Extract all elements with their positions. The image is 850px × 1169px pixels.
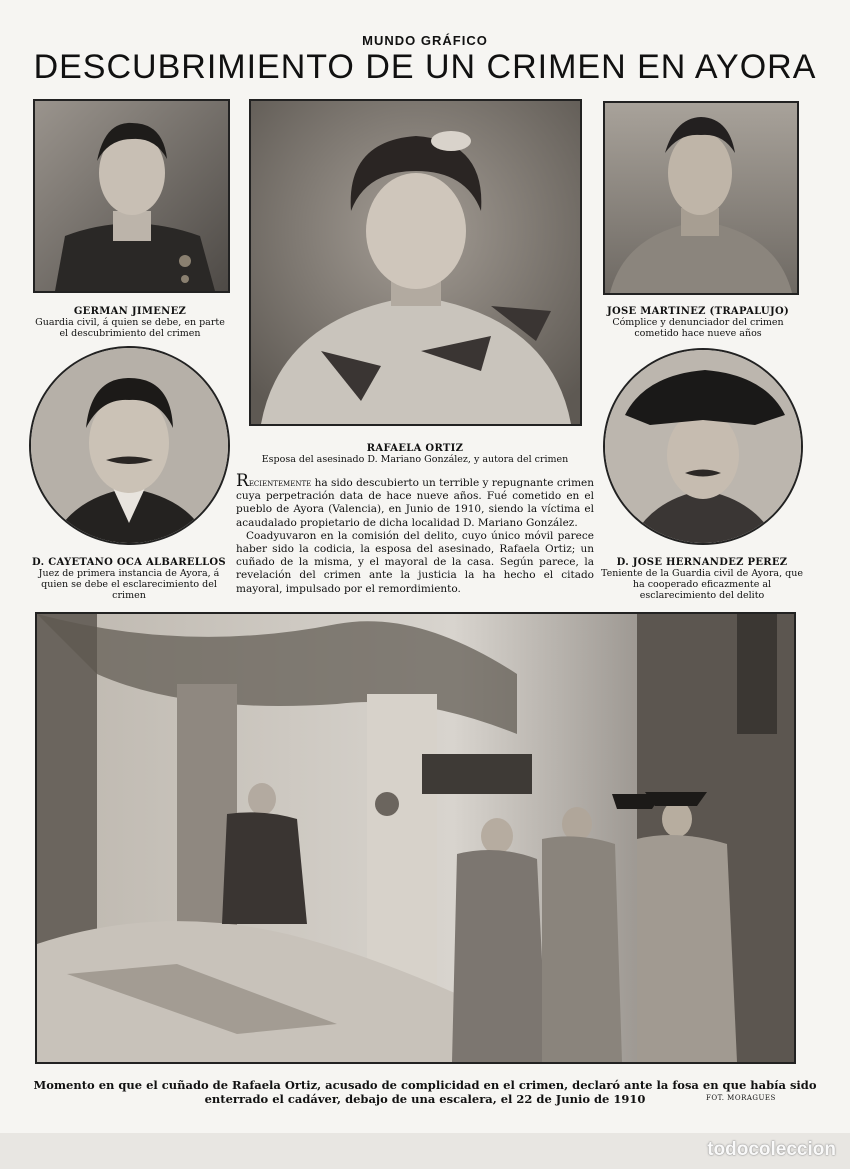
paragraph-text: ha sido descubierto un terrible y repugnante crimen cuya perpetración data de hace nueve años. Fué cometido en el pueblo de Ayora (Valencia), en Junio de 1910, siendo la víctima el acaudalado propietario de dicha localidad D. Mariano González. (236, 477, 595, 529)
masthead: MUNDO GRÁFICO (362, 33, 488, 48)
headline: DESCUBRIMIENTO DE UN CRIMEN EN AYORA (33, 48, 817, 86)
photo-jose-hernandez (603, 348, 803, 545)
caption-name: D. CAYETANO OCA ALBARELLOS (32, 557, 226, 568)
caption-desc: Juez de primera instancia de Ayora, á quien se debe el esclarecimiento del crimen (38, 568, 220, 601)
caption-jose-hernandez (596, 557, 808, 601)
caption-german-jimenez (30, 306, 230, 339)
photo-rafaela-ortiz (249, 99, 582, 426)
caption-cayetano-oca (24, 557, 234, 601)
photo-german-jimenez (33, 99, 230, 293)
photo-jose-martinez (603, 101, 799, 295)
article-paragraph: Coadyuvaron en la comisión del delito, cuyo único móvil parece haber sido la codicia, la esposa del asesinado, Rafaela Ortiz; un cuñado de la misma, y el mayoral de la casa. Según parece, la revelación del crimen ante la justicia la ha hecho el citado mayoral, impulsado por el remordimiento. (236, 529, 594, 595)
article-body (236, 471, 595, 596)
caption-name: GERMAN JIMENEZ (73, 306, 187, 317)
caption-name: JOSE MARTINEZ (TRAPALUJO) (606, 306, 790, 317)
caption-name: D. JOSE HERNANDEZ PEREZ (616, 557, 788, 568)
caption-desc: Esposa del asesinado D. Mariano González, y autora del crimen (261, 454, 569, 465)
photo-cayetano-oca (29, 346, 230, 545)
drop-cap: R (236, 471, 249, 491)
caption-desc: Teniente de la Guardia civil de Ayora, que ha cooperado eficazmente al esclarecimiento del delito (601, 568, 803, 601)
lead-word: ecientemente (248, 477, 312, 489)
photo-credit: FOT. MORAGUES (706, 1094, 776, 1102)
caption-desc: Guardia civil, á quien se debe, en parte el descubrimiento del crimen (35, 317, 225, 339)
caption-rafaela-ortiz (250, 443, 580, 465)
caption-desc: Cómplice y denunciador del crimen cometido hace nueve años (612, 317, 784, 339)
caption-jose-martinez (593, 306, 803, 339)
caption-name: RAFAELA ORTIZ (366, 443, 464, 454)
article-paragraph (236, 471, 595, 530)
scene-caption: Momento en que el cuñado de Rafaela Ortiz, acusado de complicidad en el crimen, declaró ante la fosa en que había sido enterrado el cadáver, debajo de una escalera, el 22 de Junio de 1910 (33, 1078, 817, 1106)
watermark-logo: todocoleccion (707, 1139, 836, 1160)
photo-crime-scene (35, 612, 796, 1064)
